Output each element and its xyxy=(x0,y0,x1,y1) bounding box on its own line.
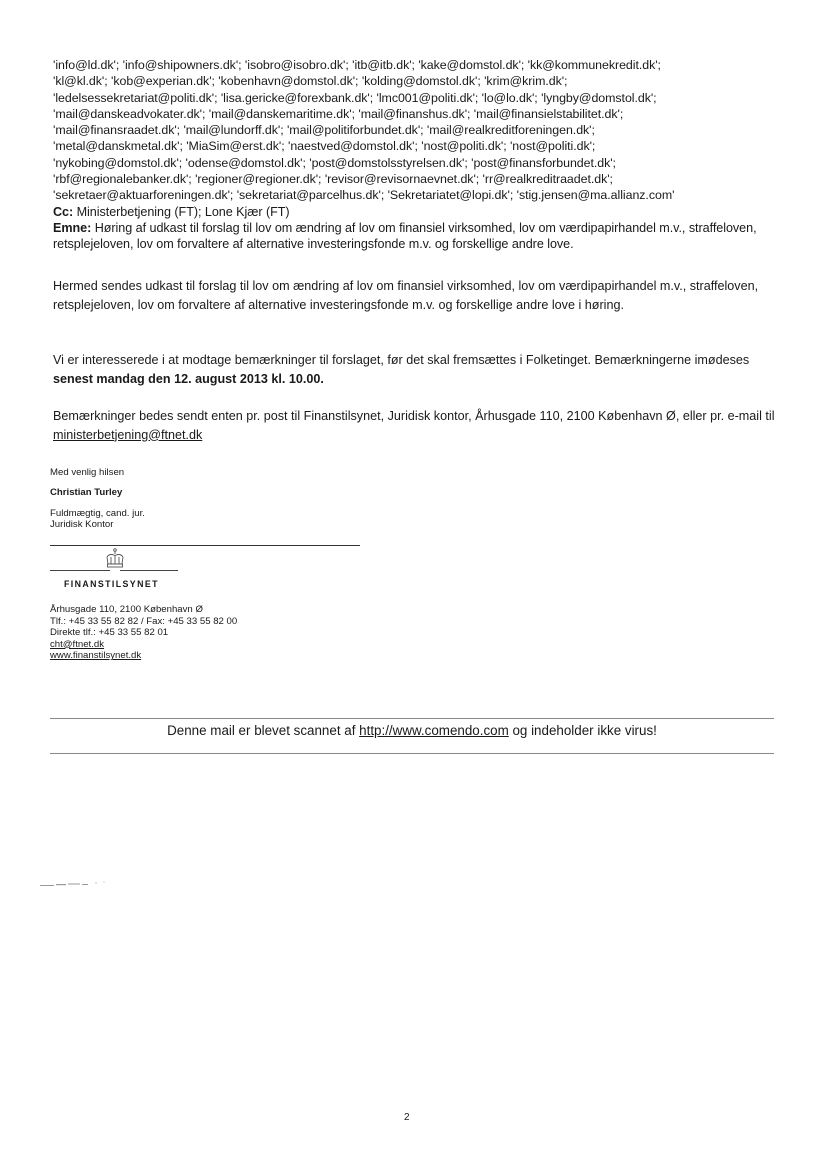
ministerbetjening-email-link[interactable]: ministerbetjening@ftnet.dk xyxy=(53,427,203,442)
virus-notice xyxy=(50,723,774,738)
virus-notice-top-divider xyxy=(50,718,774,719)
finanstilsynet-logo-text: FINANSTILSYNET xyxy=(64,579,159,589)
contact-direct-phone: Direkte tlf.: +45 33 55 82 01 xyxy=(50,627,169,639)
signature-department: Juridisk Kontor xyxy=(50,519,114,530)
contact-email-link[interactable]: cht@ftnet.dk xyxy=(50,638,105,650)
recipient-line: 'kl@kl.dk'; 'kob@experian.dk'; 'kobenhavn@domstol.dk'; 'kolding@domstol.dk'; 'krim@krim.dk'; xyxy=(53,74,568,89)
body-paragraph-3-text: Bemærkninger bedes sendt enten pr. post til Finanstilsynet, Juridisk kontor, Århusgade 110, 2100 København Ø, eller pr. e-mail til xyxy=(53,409,775,423)
logo-line-right xyxy=(120,570,178,571)
recipient-line: 'ledelsessekretariat@politi.dk'; 'lisa.gericke@forexbank.dk'; 'lmc001@politi.dk'; 'lo@lo.dk'; 'lyngby@domstol.dk'; xyxy=(53,90,657,105)
signature-divider xyxy=(50,545,360,546)
subject-label: Emne: xyxy=(53,220,92,235)
contact-block xyxy=(50,604,237,662)
body-paragraph-3 xyxy=(53,407,778,444)
page-number: 2 xyxy=(404,1112,410,1123)
deadline-text: senest mandag den 12. august 2013 kl. 10.00. xyxy=(53,371,324,386)
signature-greeting: Med venlig hilsen xyxy=(50,467,125,478)
cc-label: Cc: xyxy=(53,204,74,219)
recipient-line: 'mail@danskeadvokater.dk'; 'mail@danskemaritime.dk'; 'mail@finanshus.dk'; 'mail@finansielstabilitet.dk'; xyxy=(53,106,624,121)
recipient-line: 'metal@danskmetal.dk'; 'MiaSim@erst.dk'; 'naestved@domstol.dk'; 'nost@politi.dk'; 'nost@politi.dk'; xyxy=(53,139,596,154)
contact-address: Århusgade 110, 2100 København Ø xyxy=(50,604,203,615)
contact-phone: Tlf.: +45 33 55 82 82 / Fax: +45 33 55 82 00 xyxy=(50,615,238,627)
signature-title: Fuldmægtig, cand. jur. xyxy=(50,508,145,519)
recipient-line: 'mail@finansraadet.dk'; 'mail@lundorff.dk'; 'mail@politiforbundet.dk'; 'mail@realkreditforeningen.dk'; xyxy=(53,123,595,138)
subject-value: Høring af udkast til forslag til lov om ændring af lov om finansiel virksomhed, lov om værdipapirhandel m.v., straffeloven, retsplejeloven, lov om forvaltere af alternative investeringsfonde m.v. og forskellige andre love. xyxy=(53,220,757,251)
virus-notice-text: Denne mail er blevet scannet af xyxy=(167,723,360,738)
body-paragraph-1: Hermed sendes udkast til forslag til lov om ændring af lov om finansiel virksomhed, lov om værdipapirhandel m.v., straffeloven, retsplejeloven, lov om forvaltere af alternative investeringsfonde m.v. og forskellige andre love i høring. xyxy=(53,279,759,312)
scan-smudge xyxy=(38,880,118,890)
body-paragraph-2 xyxy=(53,351,778,388)
recipient-list xyxy=(53,57,783,252)
recipient-line: 'info@ld.dk'; 'info@shipowners.dk'; 'isobro@isobro.dk'; 'itb@itb.dk'; 'kake@domstol.dk'; 'kk@kommunekredit.dk'; xyxy=(53,58,661,72)
logo-line-left xyxy=(50,570,110,571)
subject-line xyxy=(53,220,783,252)
recipient-line: 'nykobing@domstol.dk'; 'odense@domstol.dk'; 'post@domstolsstyrelsen.dk'; 'post@finansforbundet.dk'; xyxy=(53,155,616,170)
crown-logo-icon xyxy=(100,547,130,571)
cc-value: Ministerbetjening (FT); Lone Kjær (FT) xyxy=(76,204,290,219)
comendo-link[interactable]: http://www.comendo.com xyxy=(359,723,509,738)
signature-name: Christian Turley xyxy=(50,487,123,498)
body-paragraph-2-text: Vi er interesserede i at modtage bemærkninger til forslaget, før det skal fremsættes i Folketinget. Bemærkningerne imødeses xyxy=(53,353,750,367)
recipient-line: 'sekretaer@aktuarforeningen.dk'; 'sekretariat@parcelhus.dk'; 'Sekretariatet@lopi.dk'; 'stig.jensen@ma.allianz.com' xyxy=(53,188,675,203)
virus-notice-bottom-divider xyxy=(50,753,774,754)
recipient-line: 'rbf@regionalebanker.dk'; 'regioner@regioner.dk'; 'revisor@revisornaevnet.dk'; 'rr@realkreditraadet.dk'; xyxy=(53,172,613,187)
contact-web-link[interactable]: www.finanstilsynet.dk xyxy=(50,650,142,662)
cc-line xyxy=(53,204,783,220)
virus-notice-text-end: og indeholder ikke virus! xyxy=(508,723,657,738)
